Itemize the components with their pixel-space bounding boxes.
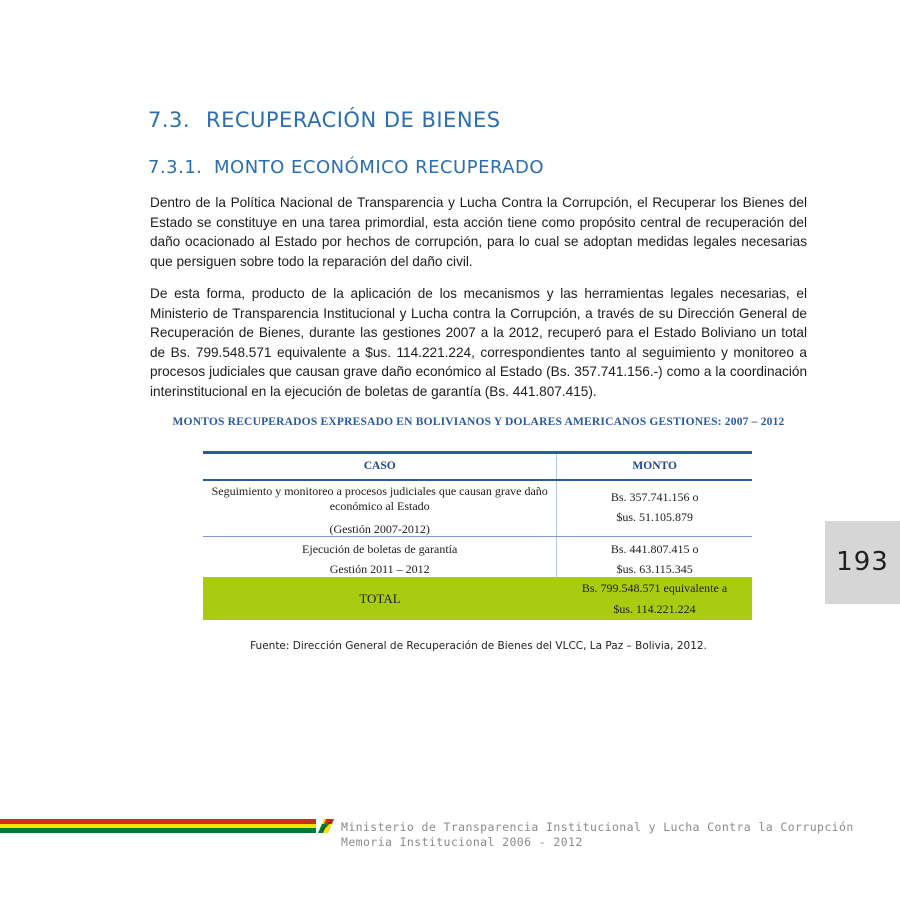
amount-usd: $us. 51.105.879 [616, 510, 694, 524]
flag-stripe-green [0, 828, 316, 833]
case-description: Ejecución de boletas de garantía [302, 542, 458, 556]
body-paragraph-2: De esta forma, producto de la aplicación de los mecanismos y las herramientas legales necesarias, el Ministerio de Transparencia Institucional y Lucha contra la Corrupción, a través de su Dirección General de Recuperación de Bienes, durante las gestiones 2007 a la 2012, recuperó para el Estado Boliviano un total de Bs. 799.548.571 equivalente a $us. 114.221.224, correspondientes tanto al seguimiento y monitoreo a procesos judiciales que causan grave daño económico al Estado (Bs. 357.741.156.-) como a la coordinación interinstitucional en la ejecución de boletas de garantía (Bs. 441.807.415). [150, 286, 807, 399]
total-amount-bs: Bs. 799.548.571 equivalente a [581, 581, 728, 595]
body-paragraph-1: Dentro de la Política Nacional de Transparencia y Lucha Contra la Corrupción, el Recuperar los Bienes del Estado se constituye en una tarea primordial, esta acción tiene como propósito central de recuperación del daño ocacionado al Estado por hechos de corrupción, para lo cual se adoptan medidas legales necesarias que persiguen sobre todo la reparación del daño civil. [150, 195, 807, 269]
total-amount-cell [557, 577, 752, 620]
subsection-title: MONTO ECONÓMICO RECUPERADO [214, 157, 545, 178]
section-number: 7.3. [148, 108, 191, 132]
amount-bs: Bs. 441.807.415 o [610, 542, 699, 556]
page-number-tab [825, 521, 900, 604]
amount-cell [556, 537, 752, 577]
amount-bs: Bs. 357.741.156 o [610, 490, 699, 504]
table-header-row [203, 454, 752, 481]
section-heading [148, 108, 501, 132]
table-row [203, 537, 752, 577]
footer [341, 820, 854, 850]
table-title: MONTOS RECUPERADOS EXPRESADO EN BOLIVIANOS Y DOLARES AMERICANOS GESTIONES: 2007 – 2012 [172, 416, 785, 428]
subsection-number: 7.3.1. [148, 157, 203, 178]
footer-memoria: Memoria Institucional 2006 - 2012 [341, 835, 583, 849]
bolivian-flag-stripe [0, 819, 316, 833]
header-monto: MONTO [556, 454, 752, 479]
section-title: RECUPERACIÓN DE BIENES [206, 108, 501, 132]
ministry-logo-icon [318, 819, 334, 833]
subsection-heading [148, 157, 544, 178]
footer-ministry: Ministerio de Transparencia Institucional y Lucha Contra la Corrupción [341, 820, 854, 834]
case-cell [203, 481, 556, 536]
recovery-table [203, 451, 752, 620]
table-row [203, 481, 752, 537]
amount-cell [556, 481, 752, 536]
case-cell [203, 537, 556, 577]
total-amount-usd: $us. 114.221.224 [613, 602, 696, 616]
source-note: Fuente: Dirección General de Recuperación de Bienes del VLCC, La Paz – Bolivia, 2012. [250, 640, 707, 652]
case-period: (Gestión 2007-2012) [329, 522, 430, 536]
total-label: TOTAL [359, 591, 401, 606]
page-number: 193 [836, 547, 889, 577]
case-description: Seguimiento y monitoreo a procesos judiciales que causan grave daño económico al Estado [211, 484, 548, 513]
amount-usd: $us. 63.115.345 [616, 562, 693, 576]
table-total-row [203, 577, 752, 620]
header-caso: CASO [363, 460, 396, 472]
case-period: Gestión 2011 – 2012 [329, 562, 430, 576]
